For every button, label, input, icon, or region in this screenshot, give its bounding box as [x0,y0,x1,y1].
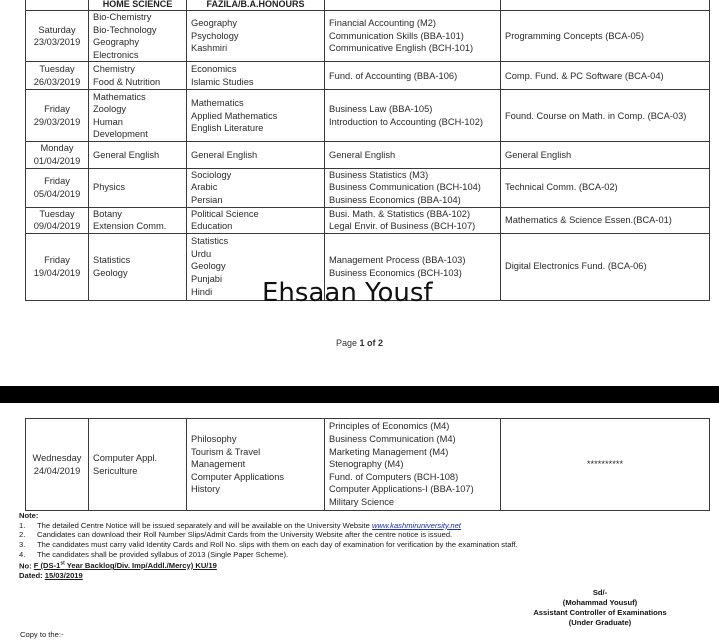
subject: General English [191,149,258,160]
table-row [26,168,710,207]
subject: Geography [191,18,237,29]
reference-number [19,560,518,571]
note-text: The candidates must carry valid Identity Cards and Roll No. slips with them on each day of examination for verification by the examination staff. [37,540,518,550]
subject: Botany [93,208,122,219]
subject: Applied Mathematics [191,110,278,121]
day-name: Monday [40,143,74,154]
cell-date [26,62,89,90]
subject: Kashmiri [191,43,228,54]
cell-fazila [187,11,325,62]
cell-bca [501,62,710,90]
cell-commerce [325,207,501,233]
subject: Military Science [329,496,395,507]
notes-section [19,511,518,580]
page-of: of [364,338,379,348]
cell-date [26,11,89,62]
note-item [19,521,518,531]
signatory-unit: (Under Graduate) [568,618,632,627]
cell-home-science [89,207,187,233]
subject: Mathematics & Science Essen.(BCA-01) [505,214,672,225]
table-row [26,11,710,62]
exam-date: 05/04/2019 [33,188,81,199]
subject: Tourism & Travel [191,446,261,457]
subject: Programming Concepts (BCA-05) [505,30,644,41]
cell-date [26,233,89,300]
cell-bca [501,207,710,233]
cell-commerce [325,168,501,207]
header-bca [501,0,710,11]
subject: Management Process (BBA-103) [329,255,466,266]
copy-to-label: Copy to the:- [20,630,64,639]
note-number: 3. [19,540,26,550]
subject: Mathematics [191,97,244,108]
header-home-science: HOME SCIENCE [89,0,187,11]
cell-fazila [187,90,325,142]
signatory-name: (Mohammad Yousuf) [562,598,638,607]
exam-date: 09/04/2019 [33,221,81,232]
cell-fazila [187,168,325,207]
cell-bca [501,168,710,207]
signature-sd: Sd/- [592,588,608,597]
page-total: 2 [378,338,384,348]
subject: Computer Applications [191,471,285,482]
watermark-text: Ehsaan Yousf [262,278,433,308]
subject: Stenography (M4) [329,459,404,470]
subject: Computer Applications-I (BBA-107) [329,484,474,495]
subject: Legal Envir. of Business (BCH-107) [329,221,476,232]
subject: Business Statistics (M3) [329,169,429,180]
cell-home-science [89,168,187,207]
cell-bca [501,142,710,168]
note-number: 2. [19,530,26,540]
note-item [19,550,518,560]
table-row [26,90,710,142]
subject: Islamic Studies [191,76,254,87]
note-text: Candidates can download their Roll Number Slips/Admit Cards from the University Website after the centre notice is issued. [37,530,453,540]
table-header-row [26,0,710,11]
cell-bca [501,233,710,300]
page-number [0,338,719,348]
subject: Urdu [191,248,212,259]
cell-home-science [89,90,187,142]
notes-title: Note: [19,511,39,520]
signature-block [500,588,700,628]
subject: Busi. Math. & Statistics (BBA-102) [329,208,471,219]
subject: Persian [191,194,223,205]
cell-home-science [89,233,187,300]
subject: History [191,484,220,495]
cell-home-science [89,62,187,90]
page-prefix: Page [335,338,360,348]
subject: Education [191,221,233,232]
subject: Communicative English (BCH-101) [329,43,474,54]
exam-date: 01/04/2019 [33,155,81,166]
cell-fazila [187,419,325,511]
cell-commerce [325,62,501,90]
subject: Chemistry [93,64,135,75]
cell-date [26,207,89,233]
note-text: The candidates shall be provided syllabus of 2013 (Single Paper Scheme). [37,549,289,559]
subject: Management [191,459,246,470]
day-name: Friday [44,255,70,266]
table-body [26,11,710,301]
subject: Geography [93,37,139,48]
cell-fazila [187,142,325,168]
university-website-link[interactable]: www.kashmiruniversity.net [372,520,461,530]
cell-home-science [89,419,187,511]
subject: Electronics [93,49,139,60]
page-current: 1 [359,338,365,348]
cell-fazila [187,62,325,90]
signatory-designation: Assistant Controller of Examinations [533,608,667,617]
day-name: Tuesday [39,64,75,75]
subject: Sociology [191,169,232,180]
ref-sup: st [60,560,65,567]
subject: Arabic [191,182,218,193]
subject: Business Law (BBA-105) [329,104,433,115]
subject: Computer Appl. [93,452,158,463]
subject: Fund. of Computers (BCH-108) [329,471,459,482]
cell-commerce [325,11,501,62]
subject: Fund. of Accounting (BBA-106) [329,70,458,81]
cell-date [26,419,89,511]
cell-home-science [89,11,187,62]
subject: Found. Course on Math. in Comp. (BCA-03) [505,110,687,121]
ref-value-rest: Year Backlog/Div. Imp/Addl./Mercy) KU/19 [64,561,217,571]
day-name: Wednesday [32,452,82,463]
subject: Punjabi [191,274,223,285]
subject: Mathematics [93,91,146,102]
subject: Business Economics (BBA-104) [329,194,461,205]
subject: Business Economics (BCH-103) [329,267,462,278]
cell-date [26,90,89,142]
subject: Extension Comm. [93,221,167,232]
cell-fazila [187,207,325,233]
dated-line [19,571,518,581]
table-row [26,419,710,511]
subject: Political Science [191,208,259,219]
note-item [19,530,518,540]
note-number: 1. [19,520,26,530]
header-fazila: FAZILA/B.A.HONOURS [187,0,325,11]
table-body [26,419,710,511]
cell-date [26,168,89,207]
day-name: Friday [44,175,70,186]
subject: Technical Comm. (BCA-02) [505,182,618,193]
subject: Geology [191,261,226,272]
subject: Statistics [93,255,131,266]
ref-label: No: [19,561,34,571]
subject: Financial Accounting (M2) [329,18,436,29]
cell-bca [501,419,710,511]
note-item [19,540,518,550]
page-separator [0,386,719,403]
subject: Geology [93,267,128,278]
subject: Marketing Management (M4) [329,446,449,457]
dated-value: 15/03/2019 [44,570,83,580]
cell-date [26,142,89,168]
subject: Digital Electronics Fund. (BCA-06) [505,261,647,272]
cell-bca [501,90,710,142]
subject: Bio-Technology [93,24,157,35]
subject: Psychology [191,30,239,41]
exam-date: 19/04/2019 [33,267,81,278]
date-sheet-table-page2 [25,418,710,511]
day-name: Saturday [38,24,76,35]
exam-date: 29/03/2019 [33,116,81,127]
cell-home-science [89,142,187,168]
subject: Economics [191,64,237,75]
subject: Human [93,116,123,127]
subject: English Literature [191,123,264,134]
header-date [26,0,89,11]
day-name: Tuesday [39,208,75,219]
subject: Food & Nutrition [93,76,161,87]
subject: Comp. Fund. & PC Software (BCA-04) [505,70,664,81]
exam-date: 26/03/2019 [33,76,81,87]
table-row [26,62,710,90]
table-row [26,207,710,233]
note-text: The detailed Centre Notice will be issued separately and will be available on the University Website [37,520,373,530]
subject: Bio-Chemistry [93,12,152,22]
subject: Communication Skills (BBA-101) [329,30,464,41]
subject: General English [505,149,572,160]
subject: Statistics [191,236,229,247]
subject: General English [93,149,160,160]
subject: Zoology [93,104,127,115]
ref-value: F (DS-1 [33,561,61,571]
subject: ********** [586,459,624,470]
subject: Introduction to Accounting (BCH-102) [329,116,483,127]
date-sheet-table-page1 [25,0,710,301]
subject: Business Communication (BCH-104) [329,182,481,193]
exam-date: 23/03/2019 [33,37,81,48]
dated-label: Dated: [19,570,45,580]
day-name: Friday [44,104,70,115]
subject: Development [93,129,148,140]
header-commerce [325,0,501,11]
cell-bca [501,11,710,62]
subject: General English [329,149,396,160]
cell-commerce [325,90,501,142]
subject: Principles of Economics (M4) [329,421,450,432]
subject: Sericulture [93,465,138,476]
cell-commerce [325,142,501,168]
subject: Physics [93,182,126,193]
exam-date: 24/04/2019 [33,465,81,476]
cell-commerce [325,419,501,511]
note-number: 4. [19,549,26,559]
subject: Philosophy [191,434,237,445]
subject: Business Communication (M4) [329,434,456,445]
table-row [26,142,710,168]
subject: Hindi [191,286,213,297]
